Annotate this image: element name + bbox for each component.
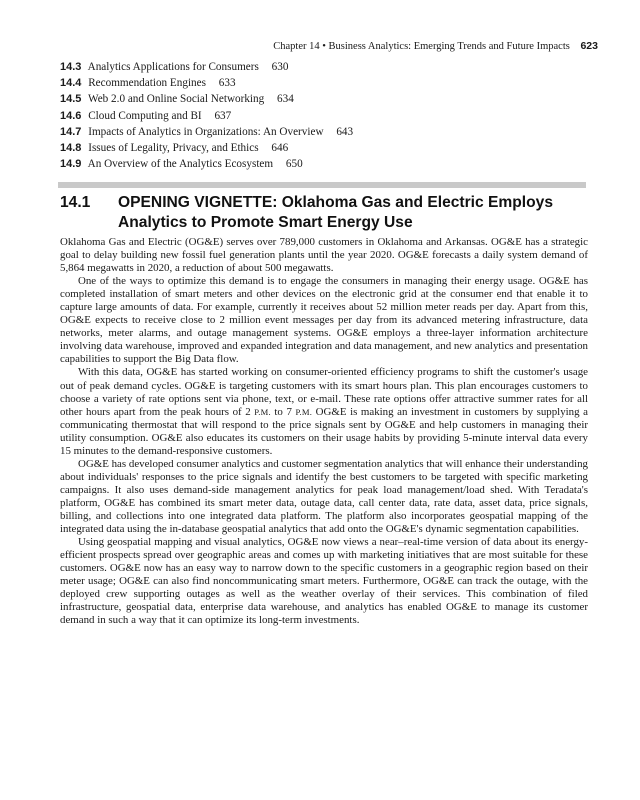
toc-entry-number: 14.8 [60,142,82,155]
toc-entry-page: 634 [277,93,294,106]
vignette-body [60,236,588,627]
paragraph-intro: Oklahoma Gas and Electric (OG&E) serves over 789,000 customers in Oklahoma and Arkansas. OG&E has a strategic goal to delay building new fossil fuel generation plants until the year 2020. OG&E forecasts a daily system demand of 5,864 megawatts in 2020, a reduction of about 500 megawatts. [60,236,588,275]
toc-entry [60,124,540,140]
paragraph-consumer-analytics: OG&E has developed consumer analytics and customer segmentation analytics that will enhance their understanding about individuals' responses to the price signals and identify the best customers to be targeted with specific marketing campaigns. It also uses demand-side management analytics for peak load management/load shed. With Teradata's platform, OG&E has combined its smart meter data, outage data, call center data, rate data, asset data, price signals, billing, and collections into one integrated data platform. The platform also incorporates geospatial mapping of the integrated data using the in-database geospatial analytics that add onto the OG&E's dynamic segmentation capabilities. [60,457,588,536]
toc-entry-page: 650 [285,158,303,171]
toc-entry-page: 633 [218,77,236,90]
toc-entry-page: 630 [271,61,289,73]
page-number: 623 [580,40,598,52]
toc-entry [60,91,540,107]
toc-entry-number: 14.5 [60,93,82,106]
toc-entry [60,108,540,124]
section-divider-bar [58,182,586,188]
toc-entry-title: Analytics Applications for Consumers [87,61,259,73]
paragraph-text: to 7 [274,405,292,418]
toc-entry-title: Cloud Computing and BI [88,109,202,122]
toc-entry-page: 646 [271,142,289,155]
running-header-chapter: Chapter 14 • Business Analytics: Emerging Trends and Future Impacts [273,41,570,52]
time-abbrev: P.M. [254,406,271,417]
paragraph-geospatial: Using geospatial mapping and visual analytics, OG&E now views a near–real-time version of data about its energy-efficient prospects spread over geographic areas and comes up with marketing initiatives that are most suitable for these customers. OG&E now has an easy way to narrow down to the specific customers in a geographic region based on their meter usage; OG&E can also find noncommunicating smart meters. Furthermore, OG&E can track the outage, with the deployed crew supporting outages as well as the weather overlay of their services. This combination of filed infrastructure, geospatial data, enterprise data warehouse, and analytics has enabled OG&E to manage its customer demand in such a way that it can optimize its long-term investments. [60,536,588,627]
paragraph-text: OG&E is making an investment in customers by supplying a communicating thermostat that will respond to the price signals sent by OG&E and help customers in managing their utility consumption. OG&E also educates its customers on their usage habits by providing 5-minute interval data every 15 minutes to the demand-responsive customers. [60,405,588,457]
section-title: OPENING VIGNETTE: Oklahoma Gas and Electric Employs Analytics to Promote Smart Energy Use [118,194,554,231]
paragraph-text: With this data, OG&E has started working on consumer-oriented efficiency programs to shift the customer's usage out of peak demand cycles. OG&E is targeting customers with its smart hours plan. This plan encourages customers to choose a variety of rate options sent via phone, text, or e-mail. These rate options offer attractive summer rates for all other hours apart from the peak hours of 2 [60,366,588,418]
running-header [60,40,598,52]
toc-entry-title: Issues of Legality, Privacy, and Ethics [88,142,259,155]
paragraph-efficiency-programs [60,366,588,457]
toc-entry-number: 14.7 [60,125,82,138]
section-heading [60,193,580,233]
toc-entry-number: 14.4 [60,77,82,90]
toc-entry-title: Web 2.0 and Online Social Networking [88,93,265,106]
toc-entry-title: Impacts of Analytics in Organizations: An Overview [88,125,324,138]
toc-entry-title: An Overview of the Analytics Ecosystem [87,158,274,171]
toc-entry-number: 14.6 [60,109,82,122]
toc-entry-title: Recommendation Engines [88,77,206,90]
paragraph-smart-meters: One of the ways to optimize this demand is to engage the consumers in managing their energy usage. OG&E has completed installation of smart meters and other devices on the electronic grid at the consumer end that enable it to capture large amounts of data. For example, currently it receives about 52 million meter reads per day. Apart from this, OG&E expects to receive close to 2 million event messages per day from its advanced metering infrastructure, data networks, meter alarms, and outage management systems. OG&E employs a three-layer information architecture involving data warehouse, improved and expanded integration and data management, and new analytics and presentation capabilities to support the Big Data flow. [60,275,588,366]
toc-entry-page: 643 [336,125,354,138]
toc-entry-number: 14.9 [60,158,82,171]
toc-entry-page: 637 [214,109,232,122]
toc-entry [60,156,540,172]
time-abbrev: P.M. [295,406,313,417]
toc-entry-number: 14.3 [60,61,82,73]
toc-entry [60,75,540,91]
section-number: 14.1 [60,194,91,211]
chapter-outline [60,59,540,172]
toc-entry [60,59,540,75]
toc-entry [60,140,540,156]
